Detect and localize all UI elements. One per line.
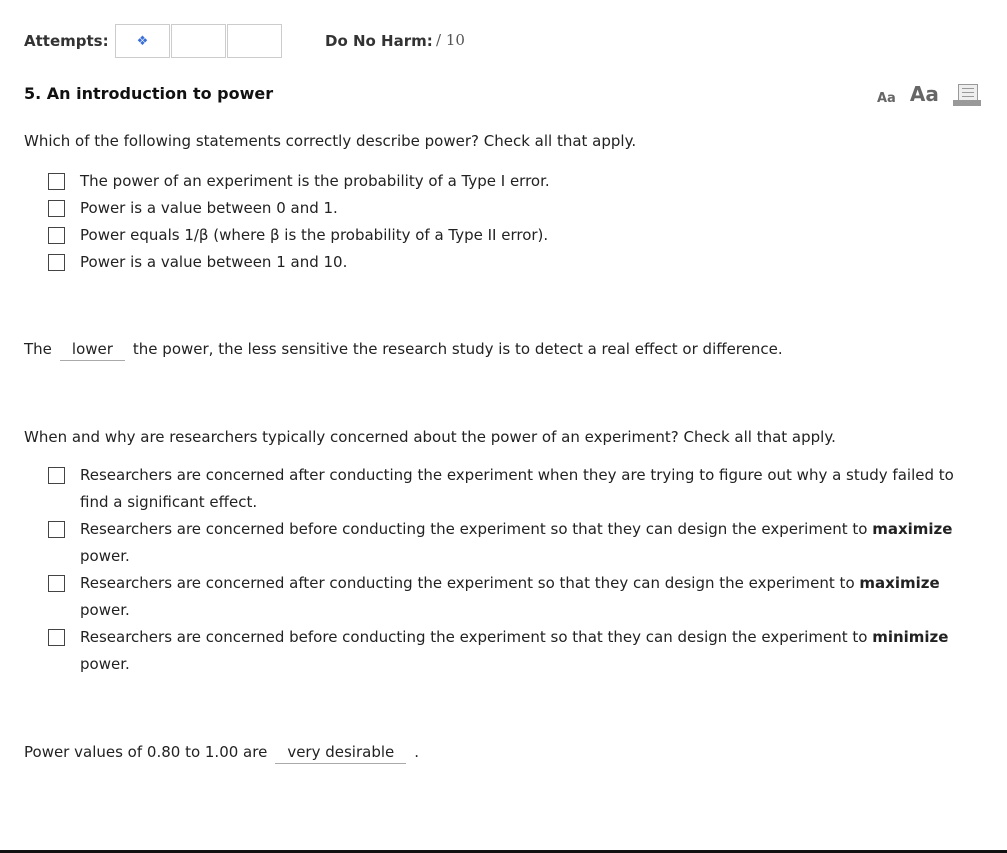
q4-sentence <box>24 741 419 764</box>
printer-icon[interactable] <box>953 84 981 106</box>
q1-prompt: Which of the following statements correctly describe power? Check all that apply. <box>24 132 637 150</box>
checkbox[interactable] <box>48 521 65 538</box>
q4-dropdown[interactable]: very desirable <box>275 741 406 764</box>
q2-dropdown[interactable]: lower <box>60 338 125 361</box>
score: / 10 <box>436 31 465 49</box>
attempts-label: Attempts: <box>24 32 109 50</box>
q2-after: the power, the less sensitive the research study is to detect a real effect or difference. <box>132 340 783 358</box>
increase-text-size-button[interactable]: Aa <box>909 82 939 106</box>
q3-option[interactable]: Researchers are concerned before conducting the experiment so that they can design the experiment to minimize power. <box>48 624 968 678</box>
q2-sentence <box>24 338 783 361</box>
q3-option[interactable]: Researchers are concerned before conducting the experiment so that they can design the experiment to maximize power. <box>48 516 968 570</box>
question-title: 5. An introduction to power <box>24 84 274 103</box>
q1-option[interactable]: Power is a value between 1 and 10. <box>48 249 968 276</box>
attempt-indicators <box>115 24 283 58</box>
q2-before: The <box>24 340 52 358</box>
q1-option[interactable]: Power equals 1/β (where β is the probability of a Type II error). <box>48 222 968 249</box>
q3-option[interactable]: Researchers are concerned after conducting the experiment so that they can design the experiment to maximize power. <box>48 570 968 624</box>
do-no-harm-label: Do No Harm: <box>325 32 433 50</box>
q3-option[interactable]: Researchers are concerned after conducting the experiment when they are trying to figure out why a study failed to find a significant effect. <box>48 462 968 516</box>
q4-before: Power values of 0.80 to 1.00 are <box>24 743 268 761</box>
attempt-box-1 <box>115 24 170 58</box>
checkbox[interactable] <box>48 254 65 271</box>
q1-option[interactable]: Power is a value between 0 and 1. <box>48 195 968 222</box>
attempt-box-2 <box>171 24 226 58</box>
checkbox[interactable] <box>48 467 65 484</box>
q1-option[interactable]: The power of an experiment is the probability of a Type I error. <box>48 168 968 195</box>
decrease-text-size-button[interactable]: Aa <box>877 91 896 106</box>
checkbox[interactable] <box>48 227 65 244</box>
checkbox[interactable] <box>48 200 65 217</box>
diamond-dots-icon: ❖ <box>136 33 149 49</box>
checkbox[interactable] <box>48 173 65 190</box>
q4-after: . <box>414 743 420 761</box>
checkbox[interactable] <box>48 575 65 592</box>
q3-prompt: When and why are researchers typically concerned about the power of an experiment? Check all that apply. <box>24 428 836 446</box>
checkbox[interactable] <box>48 629 65 646</box>
question-tools <box>877 82 981 106</box>
attempt-box-3 <box>227 24 282 58</box>
